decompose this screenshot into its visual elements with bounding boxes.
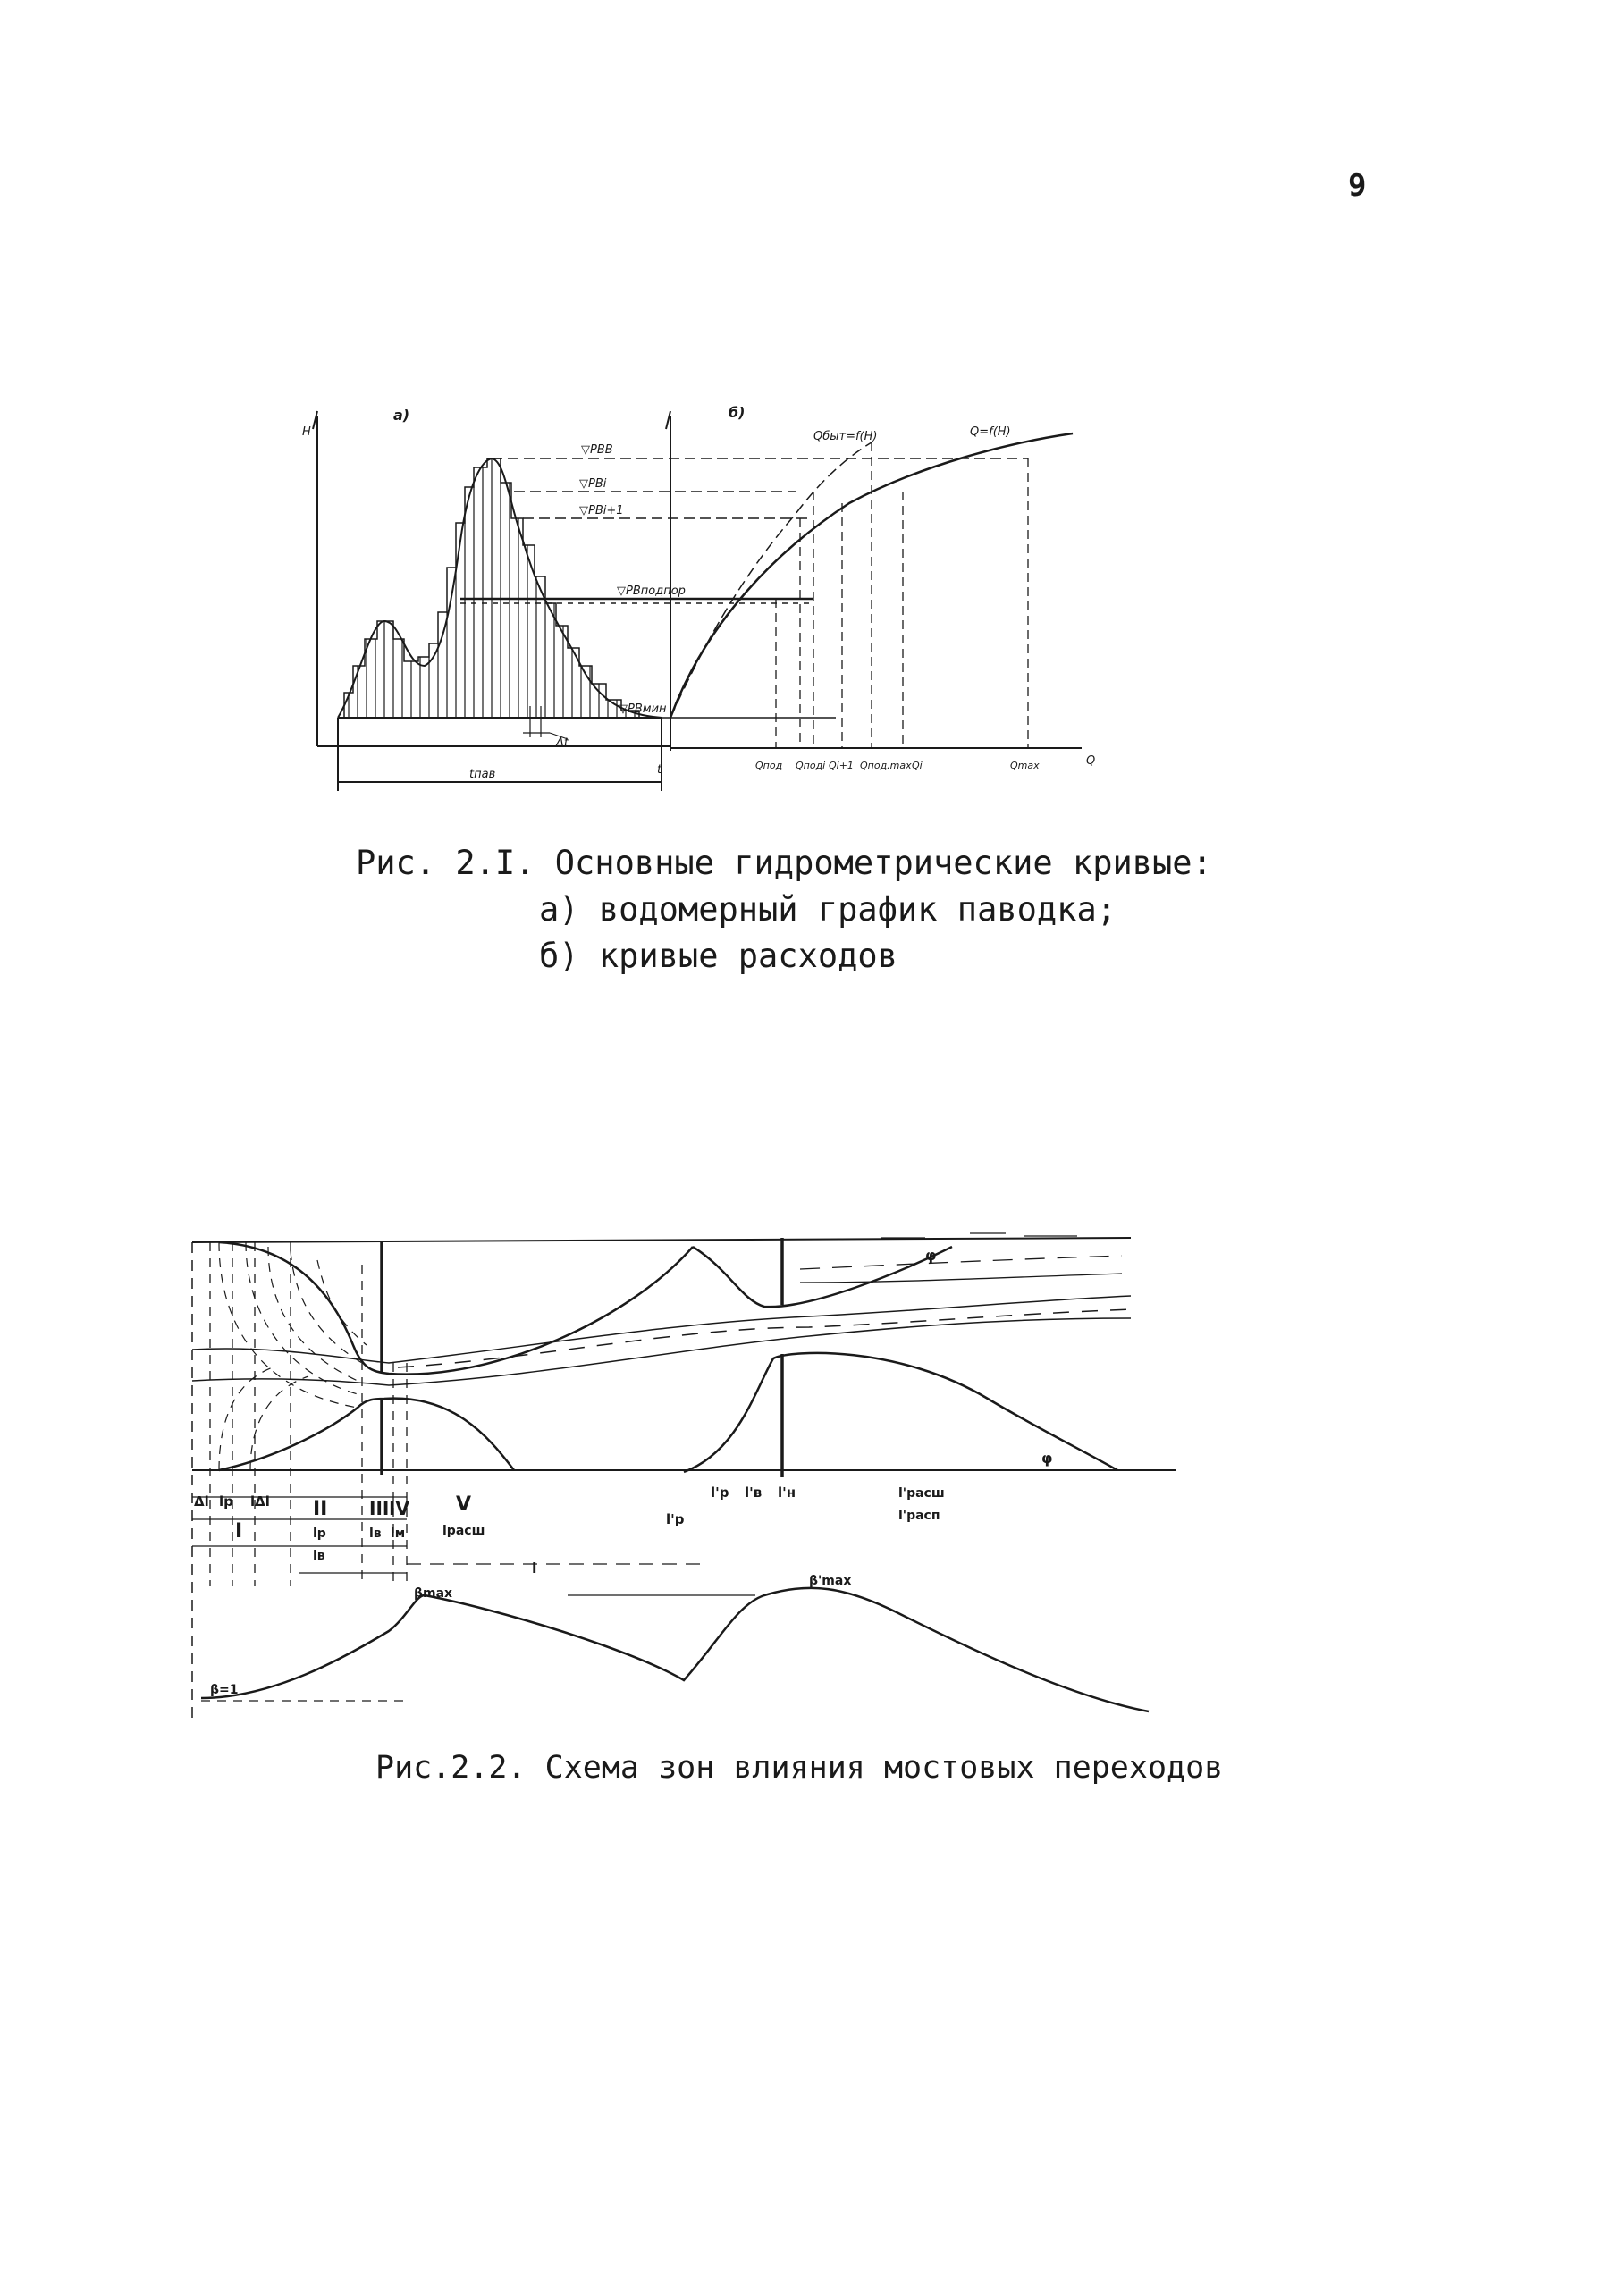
q-tick-5: Qi (912, 760, 923, 771)
q-tick-3: Qi+1 (829, 760, 854, 771)
t-axis-label: t (657, 763, 662, 777)
label-l-rask-prime2: l'расп (898, 1509, 940, 1523)
rv-podpor-label: ▽РВподпор (617, 585, 686, 598)
q-byt-curve-label: Qбыт=f(H) (813, 430, 878, 443)
rvv-label: ▽РВВ (581, 443, 613, 457)
zone-3-label: III (369, 1498, 390, 1519)
beta-curve (201, 1588, 1149, 1711)
label-dl-p: lр (219, 1493, 233, 1510)
dt-label: Δt (556, 736, 569, 750)
label-beta-max-prime: β'max (809, 1574, 852, 1588)
rvi1-label: ▽РВi+1 (579, 504, 624, 517)
label-phi-bottom: φ (1041, 1450, 1053, 1467)
t-pav-label: tпав (469, 768, 496, 781)
q-tick-1: Qпод (755, 760, 783, 771)
q-axis-label: Q (1086, 754, 1096, 768)
figure-bridge-influence-zones (183, 1211, 1256, 1720)
label-l-v: lв (313, 1549, 325, 1563)
hydrograph-curve (338, 458, 662, 718)
label-l-rask: lрасш (442, 1524, 485, 1538)
hydrometric-curves-drawing (295, 398, 1117, 809)
page-number: 9 (1348, 168, 1367, 204)
label-l-vi: lв (369, 1526, 382, 1541)
q-curve-label: Q=f(H) (970, 425, 1011, 439)
figure-hydrometric-curves (295, 398, 1117, 809)
label-l-v-prime: l'в (745, 1484, 763, 1501)
q-tick-6: Qmax (1010, 760, 1040, 771)
figure1-caption (356, 840, 1212, 980)
label-l-rask-prime: l'расш (898, 1486, 945, 1501)
label-dl: Δl (194, 1493, 209, 1510)
q-tick-2: Qподi (796, 760, 826, 771)
panel-b-label: б) (729, 404, 746, 421)
zone-5-label: V (456, 1493, 472, 1516)
label-beta-max: βmax (414, 1586, 453, 1601)
zone-4-label: IV (389, 1498, 409, 1519)
label-phi-top: φ (925, 1247, 937, 1264)
zone-1-label: I (235, 1520, 243, 1543)
bridge-zones-drawing (183, 1211, 1256, 1720)
figure2-caption: Рис.2.2. Схема зон влияния мостовых переходов (375, 1750, 1224, 1786)
figure1-caption-line2: а) водомерный график паводка; (539, 890, 1117, 929)
rv-min-label: ▽РВмин (619, 702, 667, 716)
rvi-label: ▽РВi (579, 477, 607, 491)
label-l: l (532, 1560, 537, 1577)
label-dl-dl: lΔl (250, 1493, 270, 1510)
label-l-p-prime: l'р (666, 1511, 685, 1527)
label-l-m: lм (391, 1526, 406, 1541)
label-beta-1: β=1 (210, 1683, 239, 1697)
label-l-vi-prime: l'н (778, 1484, 796, 1501)
panel-a-label: а) (393, 407, 410, 424)
zone-2-label: II (313, 1498, 328, 1520)
figure1-caption-line3: б) кривые расходов (539, 937, 897, 975)
rating-curve-backwater (670, 442, 872, 718)
figure1-caption-line1: Рис. 2.I. Основные гидрометрические кривые: (356, 844, 1212, 882)
h-axis-label: H (302, 425, 311, 439)
label-l-r-prime: l'р (711, 1484, 729, 1501)
q-tick-4: Qпод.max (860, 760, 912, 771)
label-l-r: lр (313, 1526, 326, 1541)
